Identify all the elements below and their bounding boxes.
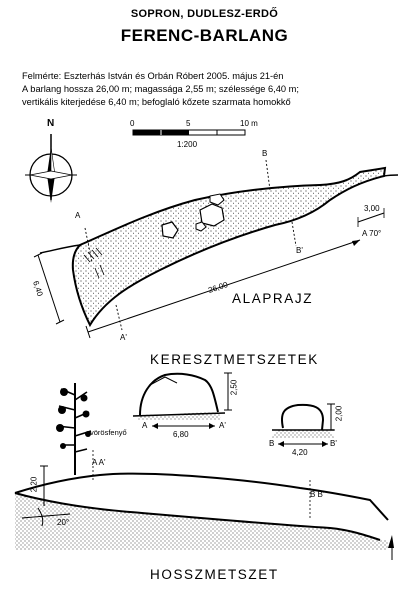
cross-b-right: B' (330, 439, 337, 448)
plan-heading: ALAPRAJZ (232, 291, 314, 306)
scale-label-10: 10 m (240, 119, 258, 128)
larch-tree-icon (56, 383, 91, 475)
cave-title: FERENC-BARLANG (120, 26, 289, 45)
dimensions-line: A barlang hossza 26,00 m; magassága 2,55 m; szélessége 6,40 m; (22, 84, 299, 94)
profile-section-a: A A' (92, 458, 106, 467)
cross-section-b (272, 404, 335, 447)
scale-bar (133, 130, 245, 135)
location-subtitle: SOPRON, DUDLESZ-ERDŐ (130, 8, 279, 20)
cross-b-width: 4,20 (292, 448, 308, 457)
cross-sections-heading: KERESZTMETSZETEK (150, 352, 319, 367)
section-b-prime-marker: B' (296, 246, 303, 255)
scale-ratio: 1:200 (177, 140, 198, 149)
surveyor-line: Felmérte: Eszterhás István és Orbán Róbert 2005. május 21-én (22, 71, 284, 81)
profile-section-b: B B' (310, 490, 325, 499)
cross-section-a (133, 373, 232, 429)
cross-b-left: B (269, 439, 275, 448)
cross-a-left: A (142, 421, 148, 430)
cross-a-width: 6,80 (173, 430, 189, 439)
profile-angle: 20° (57, 518, 70, 527)
profile-heading: HOSSZMETSZET (150, 567, 279, 582)
scale-label-5: 5 (186, 119, 191, 128)
plan-view (34, 160, 398, 338)
cross-a-right: A' (219, 421, 226, 430)
scale-label-0: 0 (130, 119, 135, 128)
length-dimension: 26,00 (207, 280, 229, 295)
cross-b-height: 2,00 (334, 405, 344, 422)
rock-line: vertikális kiterjedése 6,40 m; befoglaló kőzete szarmata homokkő (22, 97, 291, 107)
width-dimension: 6,40 (31, 279, 45, 298)
direction-label: A 70° (362, 229, 382, 238)
tree-label: vörösfenyő (90, 428, 127, 437)
section-b-marker: B (262, 149, 268, 158)
compass-rose (25, 134, 77, 203)
profile-vertical-dimension: 2,20 (29, 476, 39, 493)
section-a-prime-marker: A' (120, 333, 127, 342)
longitudinal-profile (15, 450, 394, 560)
cross-a-height: 2,50 (229, 379, 239, 396)
section-a-marker: A (75, 211, 81, 220)
dimension-300: 3,00 (364, 204, 380, 213)
north-label: N (47, 118, 55, 129)
